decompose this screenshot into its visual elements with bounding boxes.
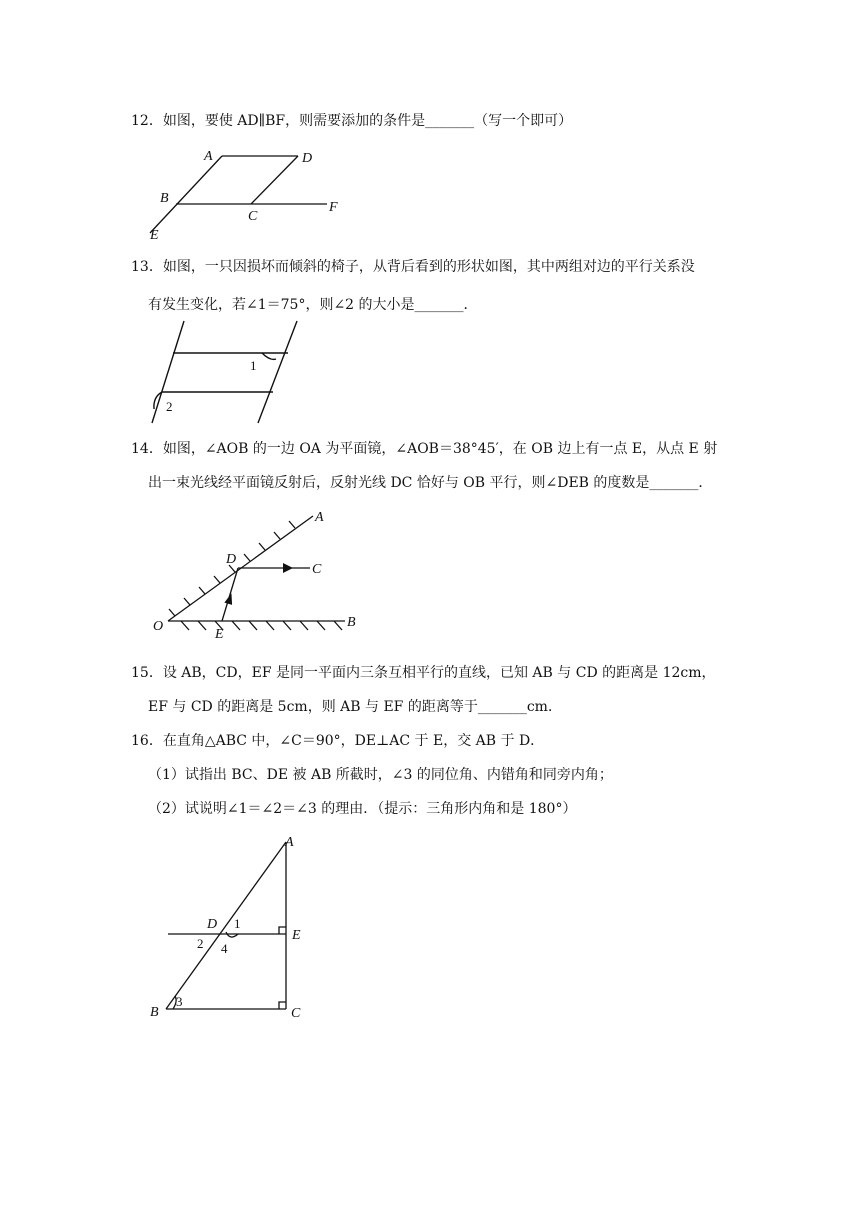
label-E: E — [150, 228, 159, 243]
angle-label-1: 1 — [234, 916, 241, 931]
question-15-line-1: 15．设 AB，CD，EF 是同一平面内三条互相平行的直线，已知 AB 与 CD 的距离是 12cm， — [131, 665, 716, 681]
figure-14-mirror — [145, 503, 370, 643]
label-D: D — [207, 917, 218, 932]
label-B: B — [347, 615, 356, 630]
angle-label-4: 4 — [221, 941, 228, 956]
question-14-line-1: 14．如图，∠AOB 的一边 OA 为平面镜，∠AOB＝38°45′，在 OB 边上有一点 E，从点 E 射 — [131, 441, 718, 457]
question-16-line-3: （2）试说明∠1＝∠2＝∠3 的理由．（提示：三角形内角和是 180°） — [148, 801, 577, 817]
angle-label-3: 3 — [176, 994, 183, 1009]
label-C: C — [312, 562, 322, 577]
angle-label-2: 2 — [197, 936, 204, 951]
label-B: B — [150, 1005, 159, 1020]
question-13-line-1: 13．如图，一只因损坏而倾斜的椅子，从背后看到的形状如图，其中两组对边的平行关系没 — [131, 259, 695, 275]
figure-16-right-triangle — [140, 828, 340, 1028]
label-C: C — [291, 1006, 301, 1021]
figure-12-parallelogram — [140, 140, 360, 245]
label-B: B — [160, 191, 169, 206]
label-D: D — [226, 552, 237, 567]
label-F: F — [329, 200, 338, 215]
label-E: E — [215, 627, 224, 642]
figure-13-chair — [140, 315, 300, 430]
question-12-text: 12．如图，要使 AD∥BF，则需要添加的条件是_______（写一个即可） — [131, 113, 573, 129]
label-A: A — [315, 510, 324, 525]
question-13-line-2: 有发生变化，若∠1＝75°，则∠2 的大小是_______． — [148, 297, 478, 313]
question-16-line-1: 16．在直角△ABC 中，∠C＝90°，DE⊥AC 于 E，交 AB 于 D． — [131, 733, 545, 749]
label-A: A — [285, 835, 294, 850]
label-E: E — [292, 928, 301, 943]
question-14-line-2: 出一束光线经平面镜反射后，反射光线 DC 恰好与 OB 平行，则∠DEB 的度数是_______． — [148, 475, 713, 491]
label-A: A — [204, 149, 213, 164]
question-15-line-2: EF 与 CD 的距离是 5cm，则 AB 与 EF 的距离等于_______cm． — [148, 699, 562, 715]
label-D: D — [302, 151, 313, 166]
question-16-line-2: （1）试指出 BC、DE 被 AB 所截时，∠3 的同位角、内错角和同旁内角； — [148, 767, 613, 783]
label-C: C — [248, 209, 258, 224]
angle-label-2: 2 — [166, 399, 173, 414]
angle-label-1: 1 — [250, 358, 257, 373]
label-O: O — [153, 619, 164, 634]
